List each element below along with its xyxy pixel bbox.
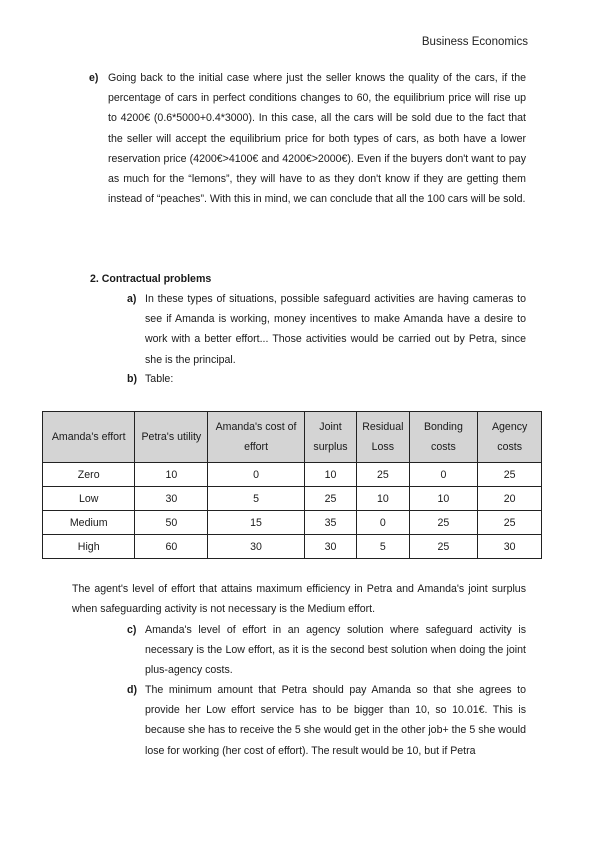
- table-cell: Medium: [43, 511, 135, 535]
- list-marker: b): [127, 373, 137, 385]
- table-cell: 10: [304, 463, 356, 487]
- column-header: Joint surplus: [304, 412, 356, 463]
- list-marker: a): [127, 293, 137, 305]
- table-cell: 30: [478, 535, 542, 559]
- table-cell: 10: [409, 487, 478, 511]
- list-item-b: [127, 369, 526, 389]
- table-cell: 60: [135, 535, 208, 559]
- table-cell: 25: [478, 463, 542, 487]
- table-cell: 25: [478, 511, 542, 535]
- table-cell: 25: [409, 535, 478, 559]
- table-cell: High: [43, 535, 135, 559]
- table-cell: 50: [135, 511, 208, 535]
- list-item-text: Table:: [145, 373, 174, 385]
- table-cell: 0: [208, 463, 305, 487]
- column-header: Petra's utility: [135, 412, 208, 463]
- table-cell: 0: [409, 463, 478, 487]
- table-cell: Low: [43, 487, 135, 511]
- table-cell: 5: [208, 487, 305, 511]
- column-header: Bonding costs: [409, 412, 478, 463]
- list-item-a: [127, 289, 526, 370]
- list-marker: e): [89, 72, 99, 84]
- table-cell: 10: [135, 463, 208, 487]
- table-cell: 30: [304, 535, 356, 559]
- table-cell: 35: [304, 511, 356, 535]
- running-header: Business Economics: [421, 36, 528, 48]
- table-header-row: [43, 412, 542, 463]
- list-item-text: Amanda's level of effort in an agency solution where safeguard activity is necessary is the Low effort, as it is the second best solution when doing the joint plus-agency costs.: [145, 624, 526, 677]
- list-item-c: [127, 620, 526, 681]
- table-cell: 25: [409, 511, 478, 535]
- table-row: [43, 511, 542, 535]
- table-row: [43, 463, 542, 487]
- table-row: [43, 487, 542, 511]
- column-header: Agency costs: [478, 412, 542, 463]
- effort-table: [42, 411, 542, 559]
- table-cell: 30: [135, 487, 208, 511]
- list-item-text: Going back to the initial case where just the seller knows the quality of the cars, if the percentage of cars in perfect conditions changes to 60, the equilibrium price will rise up to 4200€ (0.6*5000+0.4*3000). In this case, all the cars will be sold due to the fact that the seller will accept the equilibrium price for both types of cars, as both have a lower reservation price (4200€>4100€ and 4200€>2000€). Even if the buyers don't want to pay as much for the “lemons”, they will have to as they don't know if they are getting them instead of “peaches”. With this in mind, we can conclude that all the 100 cars will be sold.: [108, 72, 526, 206]
- table-cell: 25: [304, 487, 356, 511]
- section-heading: 2. Contractual problems: [90, 273, 212, 285]
- list-marker: c): [127, 624, 137, 636]
- list-item-d: [127, 680, 526, 761]
- table-cell: 20: [478, 487, 542, 511]
- table-cell: 30: [208, 535, 305, 559]
- column-header: Amanda's cost of effort: [208, 412, 305, 463]
- list-item-text: In these types of situations, possible safeguard activities are having cameras to see if Amanda is working, money incentives to make Amanda have a desire to work with a better effort... Those activities would be carried out by Petra, since she is the principal.: [145, 293, 526, 366]
- table-cell: 15: [208, 511, 305, 535]
- table-cell: Zero: [43, 463, 135, 487]
- table-row: [43, 535, 542, 559]
- column-header: Amanda's effort: [43, 412, 135, 463]
- table-cell: 0: [357, 511, 409, 535]
- table-cell: 10: [357, 487, 409, 511]
- column-header: Residual Loss: [357, 412, 409, 463]
- table-cell: 25: [357, 463, 409, 487]
- body-paragraph: The agent's level of effort that attains maximum efficiency in Petra and Amanda's joint surplus when safeguarding activity is not necessary is the Medium effort.: [72, 583, 526, 616]
- table-cell: 5: [357, 535, 409, 559]
- list-marker: d): [127, 684, 137, 696]
- list-item-e: [89, 68, 526, 209]
- list-item-text: The minimum amount that Petra should pay Amanda so that she agrees to provide her Low effort service has to be bigger than 10, so 10.01€. This is because she has to receive the 5 she would get in the other job+ the 5 she would lose for working (her cost of effort). The result would be 10, but if Petra: [145, 684, 526, 757]
